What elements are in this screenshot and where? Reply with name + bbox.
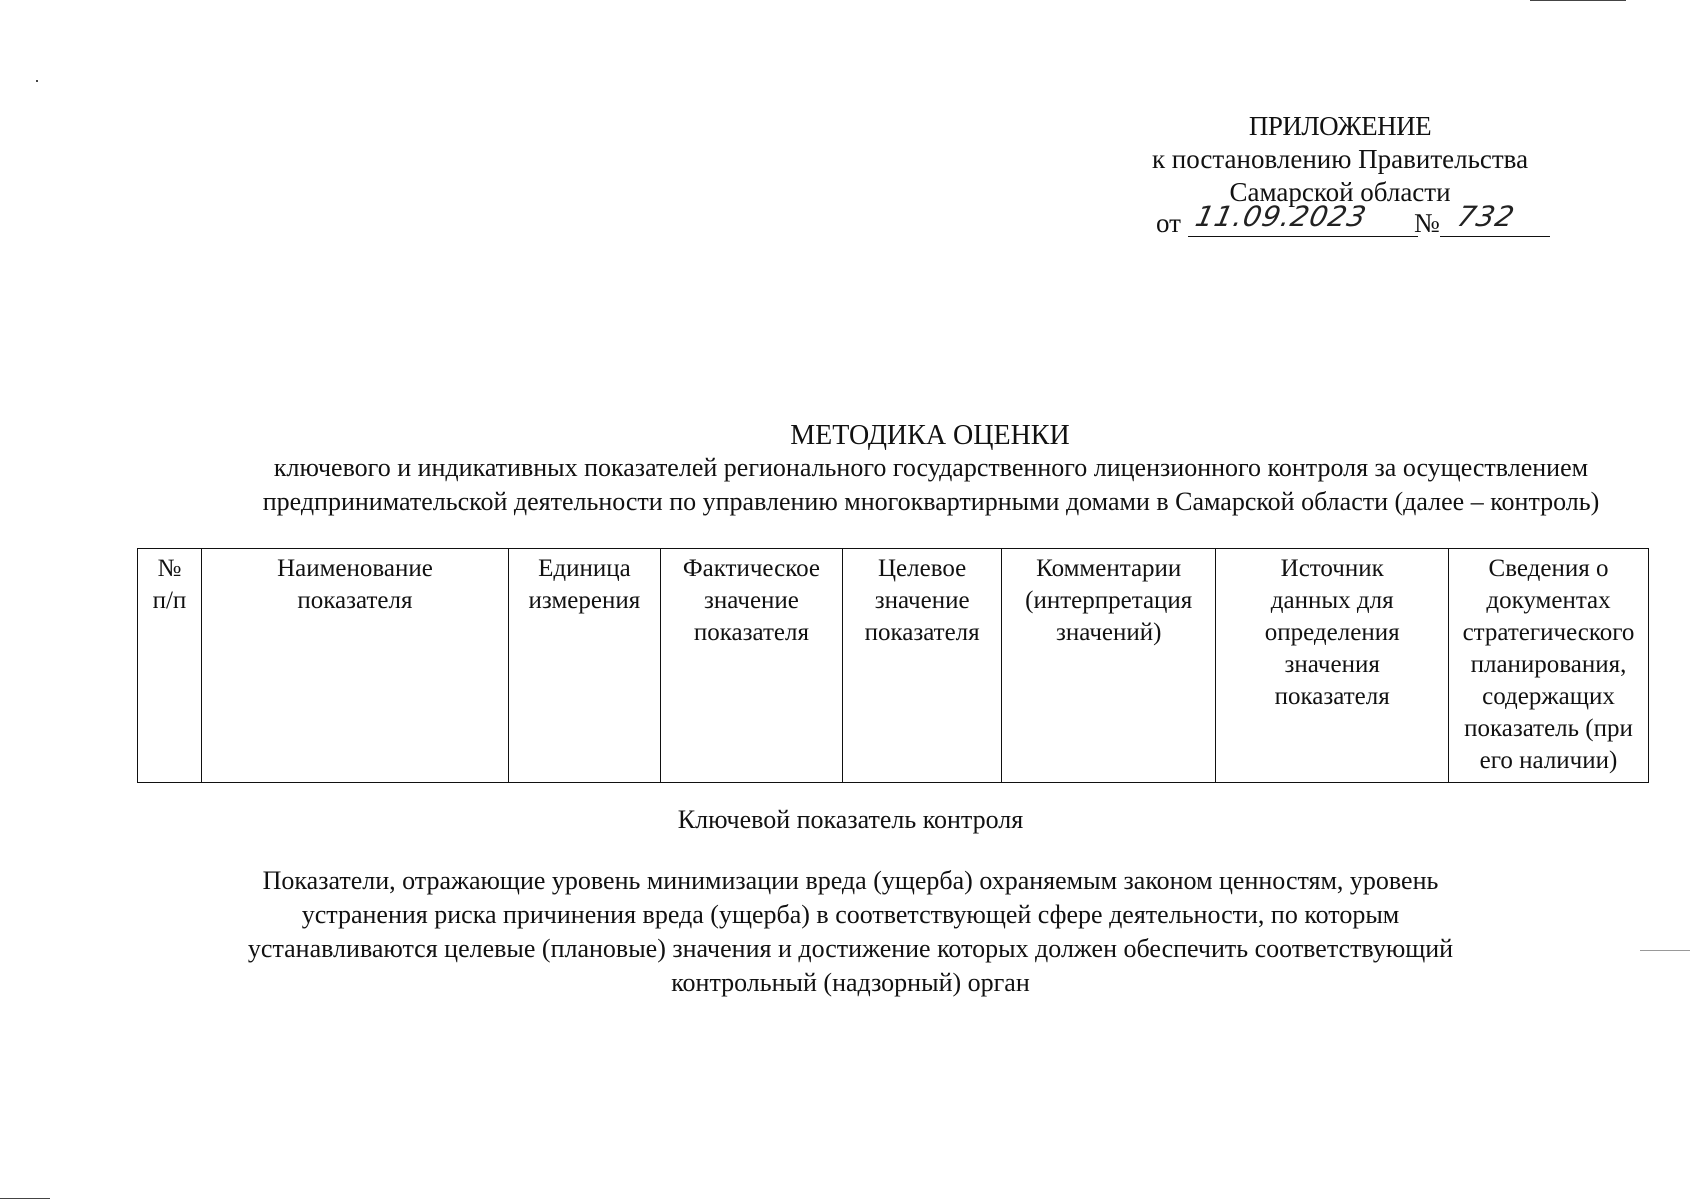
column-header-target-value: Целевое значение показателя [843,549,1002,783]
scan-stray-mark [1640,950,1690,951]
number-prefix: № [1414,208,1440,238]
subtitle-line-2: предпринимательской деятельности по управлению многоквартирными домами в Самарской области (далее – контроль) [262,487,1600,516]
appendix-block [1130,110,1550,209]
column-header-actual-value: Фактическое значение показателя [660,549,842,783]
key-indicator-heading: Ключевой показатель контроля [677,805,1024,834]
column-header-strategic-documents: Сведения о документах стратегического планирования, содержащих показатель (при его наличии) [1449,549,1649,783]
column-header-data-source: Источник данных для определения значения показателя [1216,549,1449,783]
document-subtitle [196,451,1666,519]
scan-edge-mark [1530,0,1626,1]
appendix-resolution-line: к постановлению Правительства [1151,144,1529,174]
appendix-title: ПРИЛОЖЕНИЕ [1248,111,1432,141]
number-field [1440,200,1550,237]
date-prefix: от [1156,208,1181,238]
column-header-comments: Комментарии (интерпретация значений) [1002,549,1216,783]
date-field [1188,200,1418,237]
column-header-unit: Единица измерения [509,549,661,783]
subtitle-line-1: ключевого и индикативных показателей регионального государственного лицензионного контроля за осуществлением [273,453,1589,482]
column-header-number: № п/п [138,549,202,783]
scan-speck [36,80,38,82]
column-header-name: Наименование показателя [201,549,508,783]
table-header-row [138,549,1649,783]
document-title: МЕТОДИКА ОЦЕНКИ [790,420,1070,451]
date-number-line [1150,200,1550,242]
scan-edge-mark-bottom [0,1198,50,1199]
indicator-table [137,548,1649,783]
handwritten-date: 11.09.2023 [1192,200,1370,233]
appendix-region-line: Самарской области [1229,177,1451,207]
handwritten-number: 732 [1454,200,1518,233]
key-indicator-description: Показатели, отражающие уровень минимизации вреда (ущерба) охраняемым законом ценностям, уровень устранения риска причинения вреда (ущерба) в соответствующей сфере деятельности, по которым устанавливаются целевые (плановые) значения и достижение которых должен обеспечить соответствующий контрольный (надзорный) орган [247,866,1454,997]
